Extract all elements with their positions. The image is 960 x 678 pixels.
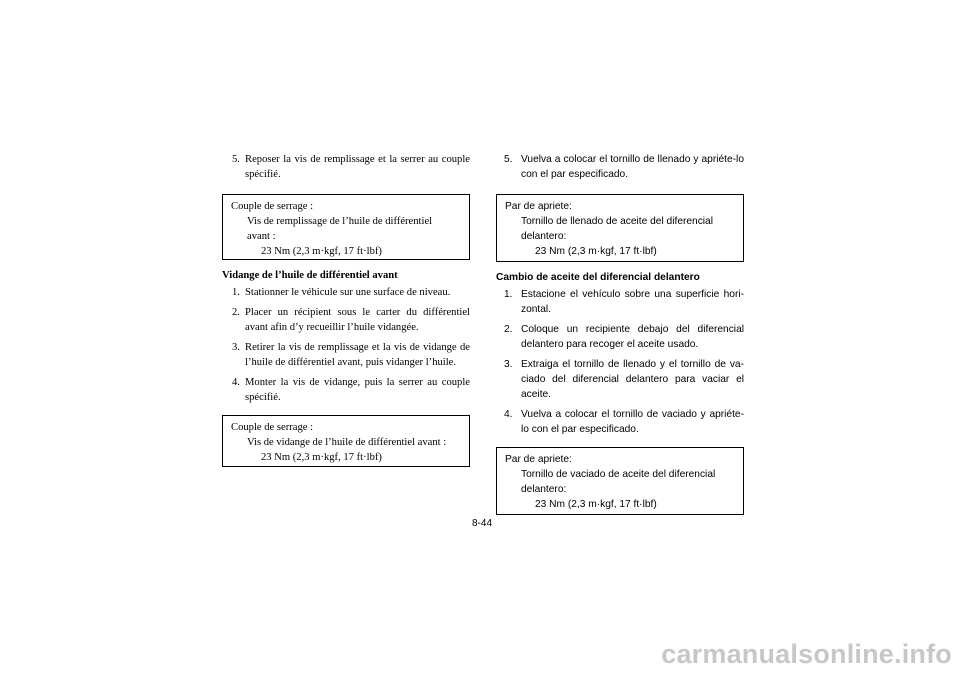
es-step-3-number: 3.: [504, 359, 513, 370]
es-box1-title: Par de apriete:: [505, 201, 572, 212]
es-torque-box-fill: [496, 194, 744, 262]
es-step-5: [496, 152, 744, 182]
es-step-4: [496, 407, 744, 437]
es-step-3: [496, 357, 744, 402]
fr-torque-box-fill: [222, 194, 470, 260]
es-step-4-text: Vuelva a colocar el tornillo de vaciado y apriéte-lo con el par especificado.: [521, 409, 744, 435]
es-section-heading: Cambio de aceite del diferencial delantero: [496, 272, 700, 283]
es-step-3-text: Extraiga el tornillo de llenado y el tornillo de va-ciado del diferencial delantero para vaciar el aceite.: [521, 359, 744, 400]
es-box2-item: Tornillo de vaciado de aceite del diferencial delantero:: [521, 469, 716, 495]
page-number: 8-44: [472, 518, 493, 529]
es-box2-value: 23 Nm (2,3 m·kgf, 17 ft·lbf): [535, 499, 657, 510]
fr-section-heading: Vidange de l’huile de différentiel avant: [222, 270, 398, 281]
fr-box1-value: 23 Nm (2,3 m·kgf, 17 ft·lbf): [261, 246, 382, 257]
es-step-4-number: 4.: [504, 409, 513, 420]
fr-step-1-text: Stationner le véhicule sur une surface de niveau.: [245, 287, 451, 298]
fr-step-2: [222, 305, 470, 335]
es-step-2-text: Coloque un recipiente debajo del diferencial delantero para recoger el aceite usado.: [521, 324, 744, 350]
es-step-5-text: Vuelva a colocar el tornillo de llenado y apriéte-lo con el par especificado.: [521, 154, 744, 180]
fr-box1-item: Vis de remplissage de l’huile de différentiel avant :: [247, 216, 433, 242]
es-step-1-text: Estacione el vehículo sobre una superficie hori-zontal.: [521, 289, 744, 315]
fr-step-3: [222, 340, 470, 370]
fr-step-2-text: Placer un récipient sous le carter du différentiel avant afin d’y recueillir l’huile vidangée.: [245, 307, 470, 333]
fr-step-3-text: Retirer la vis de remplissage et la vis de vidange de l’huile de différentiel avant, puis vidanger l’huile.: [245, 342, 470, 368]
fr-step-5-text: Reposer la vis de remplissage et la serrer au couple spécifié.: [245, 154, 470, 180]
es-step-1-number: 1.: [504, 289, 513, 300]
fr-torque-box-drain: [222, 415, 470, 467]
fr-box2-title: Couple de serrage :: [231, 422, 314, 433]
fr-step-4-number: 4.: [232, 377, 240, 388]
watermark-text: carmanualsonline.info: [661, 639, 952, 669]
fr-step-1: [222, 285, 470, 300]
french-column: [222, 152, 470, 475]
fr-step-4: [222, 375, 470, 405]
fr-box2-item: Vis de vidange de l’huile de différentiel avant :: [247, 437, 447, 448]
es-torque-box-drain: [496, 447, 744, 515]
es-step-2-number: 2.: [504, 324, 513, 335]
fr-step-4-text: Monter la vis de vidange, puis la serrer au couple spécifié.: [245, 377, 470, 403]
spanish-column: [496, 152, 744, 523]
es-box1-item: Tornillo de llenado de aceite del diferencial delantero:: [521, 216, 713, 242]
fr-step-2-number: 2.: [232, 307, 240, 318]
es-step-5-number: 5.: [504, 154, 513, 165]
fr-step-1-number: 1.: [232, 287, 240, 298]
es-box1-value: 23 Nm (2,3 m·kgf, 17 ft·lbf): [535, 246, 657, 257]
fr-step-3-number: 3.: [232, 342, 240, 353]
es-step-1: [496, 287, 744, 317]
fr-box1-title: Couple de serrage :: [231, 201, 314, 212]
es-box2-title: Par de apriete:: [505, 454, 572, 465]
fr-box2-value: 23 Nm (2,3 m·kgf, 17 ft·lbf): [261, 452, 382, 463]
es-step-2: [496, 322, 744, 352]
fr-step-5: [222, 152, 470, 182]
fr-step-5-number: 5.: [232, 154, 240, 165]
